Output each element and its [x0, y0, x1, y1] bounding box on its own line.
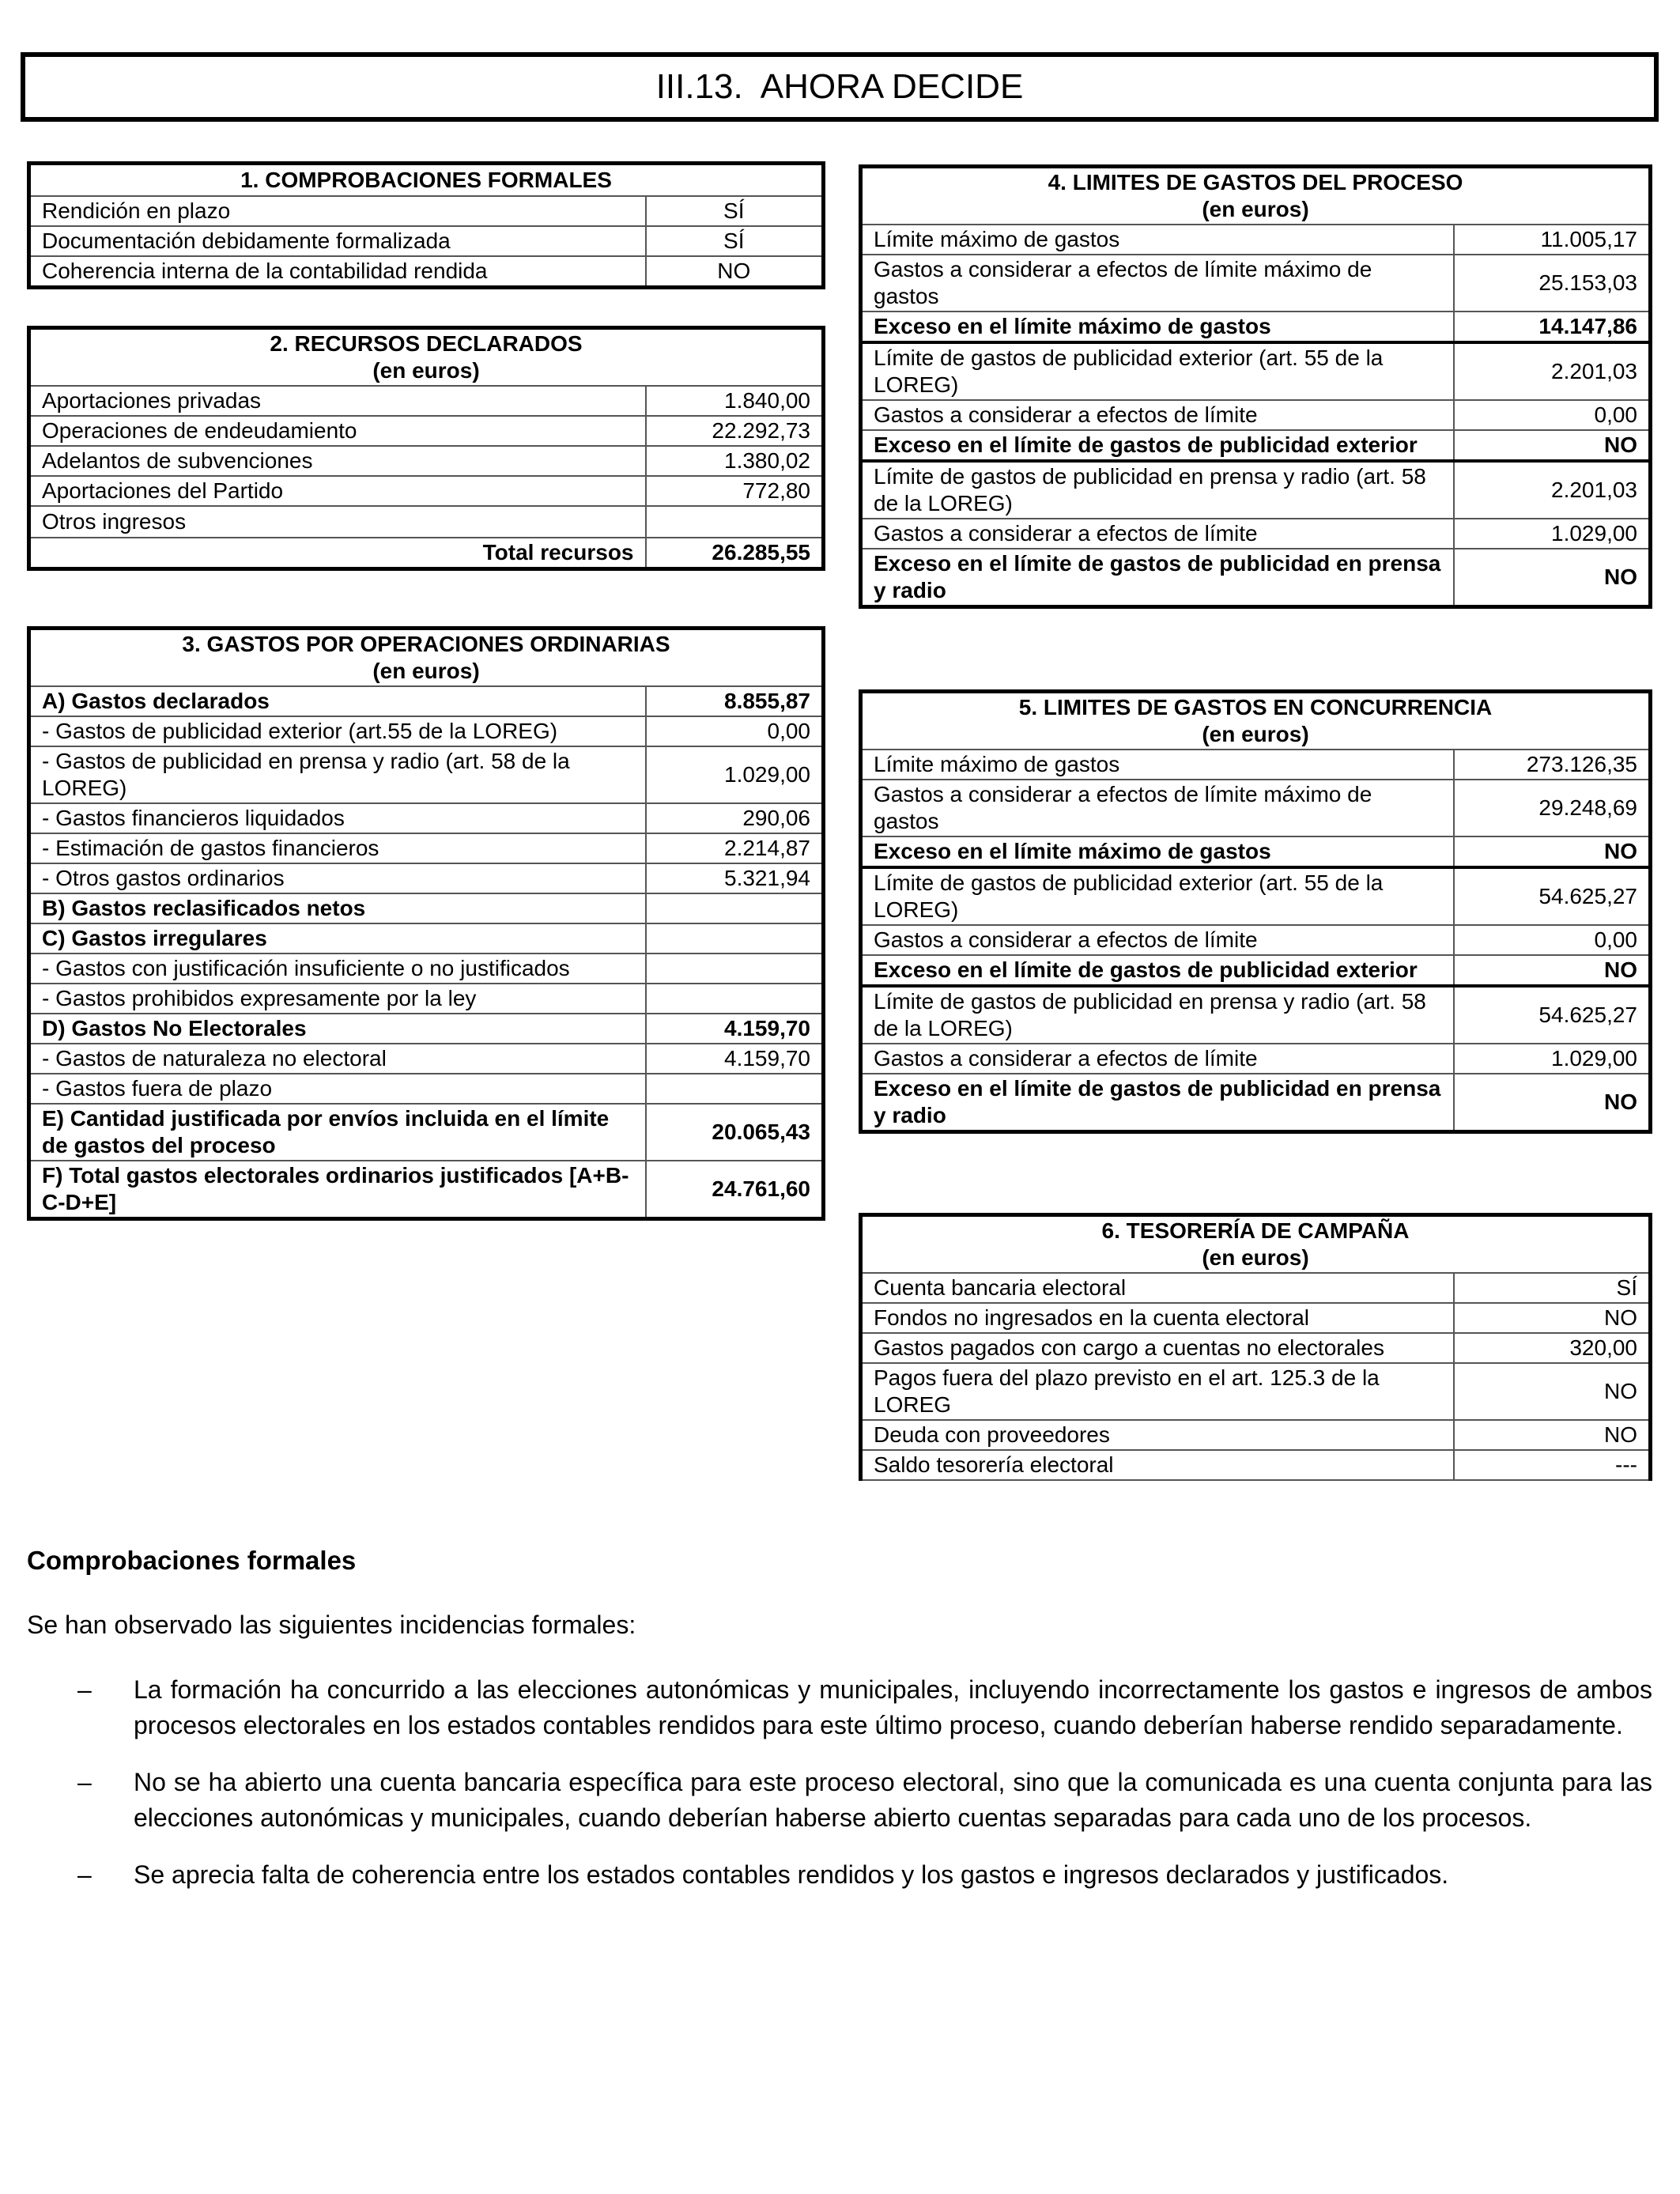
table-header [861, 692, 1651, 750]
row-label: D) Gastos No Electorales [29, 1014, 646, 1044]
list-item [27, 1672, 1652, 1743]
table-row [861, 225, 1651, 255]
table-title: 3. GASTOS POR OPERACIONES ORDINARIAS [182, 632, 670, 656]
row-label: E) Cantidad justificada por envíos incluida en el límite de gastos del proceso [29, 1104, 646, 1161]
row-label: Exceso en el límite de gastos de publicidad en prensa y radio [861, 1074, 1454, 1132]
row-label: C) Gastos irregulares [29, 923, 646, 954]
table-row [861, 867, 1651, 925]
table-row [861, 750, 1651, 780]
row-label: Límite de gastos de publicidad en prensa y radio (art. 58 de la LOREG) [861, 986, 1454, 1044]
table-gastos-ordinarios [27, 626, 825, 1221]
row-label: Operaciones de endeudamiento [29, 416, 646, 446]
row-value [646, 506, 824, 538]
row-value: 320,00 [1454, 1333, 1651, 1363]
table-row [29, 984, 824, 1014]
row-label: Rendición en plazo [29, 196, 646, 226]
row-label: Adelantos de subvenciones [29, 446, 646, 476]
table-subtitle: (en euros) [1202, 197, 1309, 221]
row-label: Gastos pagados con cargo a cuentas no electorales [861, 1333, 1454, 1363]
table-row [29, 923, 824, 954]
table-subtitle: (en euros) [1202, 1245, 1309, 1270]
table-row [861, 1303, 1651, 1333]
row-value: 54.625,27 [1454, 867, 1651, 925]
row-label: Coherencia interna de la contabilidad rendida [29, 256, 646, 288]
row-value: 2.201,03 [1454, 342, 1651, 400]
table-row [29, 954, 824, 984]
list-item-text: Se aprecia falta de coherencia entre los estados contables rendidos y los gastos e ingresos declarados y justificados. [134, 1860, 1449, 1889]
row-label: Otros ingresos [29, 506, 646, 538]
table-row [861, 1363, 1651, 1420]
row-value: 0,00 [1454, 925, 1651, 955]
row-value: NO [1454, 549, 1651, 607]
row-value: 11.005,17 [1454, 225, 1651, 255]
table-subtitle: (en euros) [372, 659, 480, 683]
table-row [29, 196, 824, 226]
row-value: 1.029,00 [1454, 519, 1651, 549]
table-row [861, 780, 1651, 836]
table-row [29, 506, 824, 538]
row-label: - Gastos de naturaleza no electoral [29, 1044, 646, 1074]
table-row [29, 1044, 824, 1074]
table-header [861, 1215, 1651, 1274]
table-row [861, 955, 1651, 986]
row-value: 20.065,43 [646, 1104, 824, 1161]
table-row [861, 836, 1651, 867]
table-row [861, 1420, 1651, 1450]
table-subtitle: (en euros) [1202, 722, 1309, 746]
row-value: SÍ [646, 196, 824, 226]
row-label: Total recursos [29, 538, 646, 569]
table-row [861, 312, 1651, 342]
table-header [861, 167, 1651, 225]
row-label: Gastos a considerar a efectos de límite máximo de gastos [861, 780, 1454, 836]
table-row [29, 416, 824, 446]
table-row [861, 342, 1651, 400]
row-label: Cuenta bancaria electoral [861, 1273, 1454, 1303]
table-tesoreria-campana [859, 1213, 1652, 1481]
table-row [861, 519, 1651, 549]
row-label: Gastos a considerar a efectos de límite máximo de gastos [861, 255, 1454, 312]
table-row [29, 833, 824, 863]
table-row [29, 746, 824, 803]
row-label: Aportaciones privadas [29, 386, 646, 416]
row-label: - Gastos de publicidad en prensa y radio (art. 58 de la LOREG) [29, 746, 646, 803]
table-row [29, 893, 824, 923]
row-label: Exceso en el límite máximo de gastos [861, 836, 1454, 867]
row-label: Exceso en el límite de gastos de publicidad exterior [861, 430, 1454, 461]
row-value: 26.285,55 [646, 538, 824, 569]
row-label: - Gastos fuera de plazo [29, 1074, 646, 1104]
row-label: Límite de gastos de publicidad exterior (art. 55 de la LOREG) [861, 867, 1454, 925]
row-label: - Gastos con justificación insuficiente o no justificados [29, 954, 646, 984]
row-value: 772,80 [646, 476, 824, 506]
row-label: Gastos a considerar a efectos de límite [861, 1044, 1454, 1074]
table-row [861, 1333, 1651, 1363]
row-value: 1.380,02 [646, 446, 824, 476]
row-label: Aportaciones del Partido [29, 476, 646, 506]
row-label: F) Total gastos electorales ordinarios justificados [A+B-C-D+E] [29, 1161, 646, 1219]
row-label: - Gastos financieros liquidados [29, 803, 646, 833]
table-row [861, 1450, 1651, 1480]
section-title: Comprobaciones formales [27, 1546, 357, 1575]
row-value: 4.159,70 [646, 1014, 824, 1044]
dash-bullet: – [77, 1860, 92, 1889]
row-value: --- [1454, 1450, 1651, 1480]
table-row [29, 1074, 824, 1104]
row-label: Gastos a considerar a efectos de límite [861, 519, 1454, 549]
row-value [646, 984, 824, 1014]
row-label: Límite máximo de gastos [861, 750, 1454, 780]
row-value: NO [1454, 430, 1651, 461]
table-row [861, 400, 1651, 430]
row-label: Exceso en el límite máximo de gastos [861, 312, 1454, 342]
row-value: NO [1454, 1420, 1651, 1450]
table-limites-proceso [859, 164, 1652, 609]
incidencias-list [27, 1672, 1652, 1914]
page-title-box [21, 52, 1659, 122]
row-value: 1.840,00 [646, 386, 824, 416]
row-value: 1.029,00 [1454, 1044, 1651, 1074]
row-label: Gastos a considerar a efectos de límite [861, 400, 1454, 430]
row-value: 54.625,27 [1454, 986, 1651, 1044]
table-row [861, 986, 1651, 1044]
table-row [29, 1104, 824, 1161]
table-row [861, 1044, 1651, 1074]
table-comprobaciones-formales [27, 161, 825, 289]
table-row [29, 863, 824, 893]
table-recursos-declarados [27, 326, 825, 571]
row-value: 0,00 [646, 716, 824, 746]
table-row [861, 255, 1651, 312]
table-row [29, 446, 824, 476]
row-value: 2.201,03 [1454, 461, 1651, 519]
row-label: Saldo tesorería electoral [861, 1450, 1454, 1480]
row-value: 8.855,87 [646, 686, 824, 716]
row-value: NO [1454, 1303, 1651, 1333]
row-value [646, 893, 824, 923]
table-row [29, 256, 824, 288]
row-value [646, 1074, 824, 1104]
table-row [861, 1273, 1651, 1303]
row-label: Pagos fuera del plazo previsto en el art. 125.3 de la LOREG [861, 1363, 1454, 1420]
row-value: 5.321,94 [646, 863, 824, 893]
row-label: - Gastos prohibidos expresamente por la ley [29, 984, 646, 1014]
table-row [29, 1014, 824, 1044]
page-title: III.13. AHORA DECIDE [655, 67, 1024, 106]
table-title: 4. LIMITES DE GASTOS DEL PROCESO [1048, 170, 1463, 194]
row-label: - Estimación de gastos financieros [29, 833, 646, 863]
list-item-text: La formación ha concurrido a las elecciones autonómicas y municipales, incluyendo incorrectamente los gastos e ingresos de ambos procesos electorales en los estados contables rendidos para este último proceso, cuando deberían haberse rendido separadamente. [134, 1675, 1652, 1739]
row-value: 2.214,87 [646, 833, 824, 863]
list-item [27, 1765, 1652, 1836]
table-header [29, 629, 824, 687]
table-row [29, 476, 824, 506]
table-limites-concurrencia [859, 689, 1652, 1134]
table-row [861, 430, 1651, 461]
row-value: 29.248,69 [1454, 780, 1651, 836]
row-label: Exceso en el límite de gastos de publicidad en prensa y radio [861, 549, 1454, 607]
row-label: Límite de gastos de publicidad exterior (art. 55 de la LOREG) [861, 342, 1454, 400]
table-row-total [29, 538, 824, 569]
dash-bullet: – [77, 1675, 92, 1704]
row-value: 0,00 [1454, 400, 1651, 430]
row-value: SÍ [646, 226, 824, 256]
row-value [646, 954, 824, 984]
row-value: NO [1454, 1363, 1651, 1420]
table-row-total [29, 1161, 824, 1219]
table-row [861, 1074, 1651, 1132]
table-row [29, 226, 824, 256]
row-label: - Otros gastos ordinarios [29, 863, 646, 893]
list-item-text: No se ha abierto una cuenta bancaria específica para este proceso electoral, sino que la comunicada es una cuenta conjunta para las elecciones autonómicas y municipales, cuando deberían haberse abierto cuentas separadas para cada uno de los procesos. [134, 1768, 1652, 1832]
row-value: NO [1454, 1074, 1651, 1132]
table-row [29, 803, 824, 833]
row-value: NO [1454, 836, 1651, 867]
table-title: 2. RECURSOS DECLARADOS [270, 331, 583, 356]
table-title: 6. TESORERÍA DE CAMPAÑA [1101, 1218, 1410, 1243]
row-label: Fondos no ingresados en la cuenta electoral [861, 1303, 1454, 1333]
table-title: 1. COMPROBACIONES FORMALES [240, 168, 612, 192]
row-label: A) Gastos declarados [29, 686, 646, 716]
table-header [29, 164, 824, 197]
row-label: Gastos a considerar a efectos de límite [861, 925, 1454, 955]
table-subtitle: (en euros) [372, 358, 480, 383]
dash-bullet: – [77, 1768, 92, 1796]
row-value: 1.029,00 [646, 746, 824, 803]
row-label: - Gastos de publicidad exterior (art.55 de la LOREG) [29, 716, 646, 746]
row-label: Deuda con proveedores [861, 1420, 1454, 1450]
row-label: B) Gastos reclasificados netos [29, 893, 646, 923]
row-value: 273.126,35 [1454, 750, 1651, 780]
row-label: Límite máximo de gastos [861, 225, 1454, 255]
row-value: SÍ [1454, 1273, 1651, 1303]
table-row [29, 386, 824, 416]
table-header [29, 328, 824, 387]
table-row [861, 549, 1651, 607]
row-value: 290,06 [646, 803, 824, 833]
table-row [29, 686, 824, 716]
row-value: 25.153,03 [1454, 255, 1651, 312]
list-item [27, 1857, 1652, 1893]
row-value: NO [646, 256, 824, 288]
row-value: 4.159,70 [646, 1044, 824, 1074]
row-label: Exceso en el límite de gastos de publicidad exterior [861, 955, 1454, 986]
table-title: 5. LIMITES DE GASTOS EN CONCURRENCIA [1018, 695, 1493, 719]
row-value [646, 923, 824, 954]
row-value: 14.147,86 [1454, 312, 1651, 342]
row-value: NO [1454, 955, 1651, 986]
intro-paragraph: Se han observado las siguientes incidencias formales: [27, 1611, 636, 1639]
table-row [861, 925, 1651, 955]
table-row [29, 716, 824, 746]
table-row [861, 461, 1651, 519]
row-value: 24.761,60 [646, 1161, 824, 1219]
row-label: Documentación debidamente formalizada [29, 226, 646, 256]
row-value: 22.292,73 [646, 416, 824, 446]
row-label: Límite de gastos de publicidad en prensa y radio (art. 58 de la LOREG) [861, 461, 1454, 519]
